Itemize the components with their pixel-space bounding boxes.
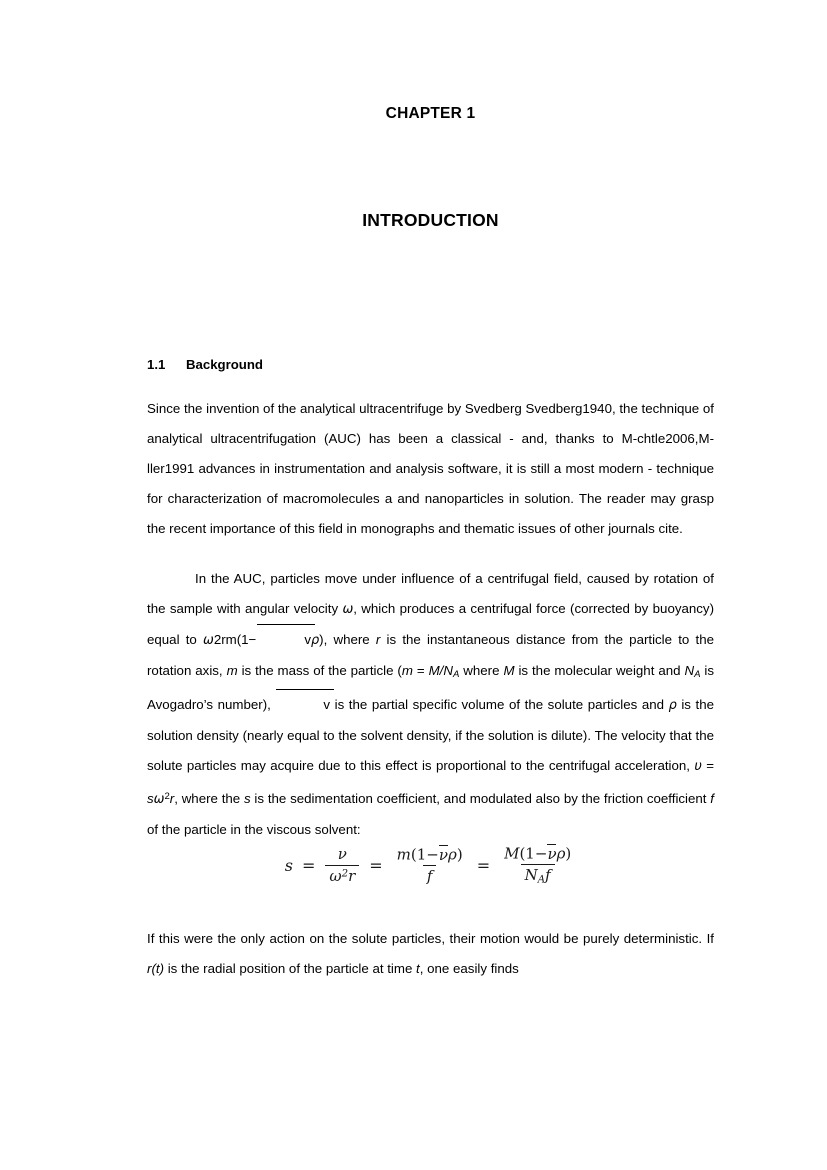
text-run: , where the [174, 791, 244, 807]
numerator [500, 845, 575, 864]
text-run: In the AUC, particles move under influence of a centrifugal field, caused by rotation of the sample with angular velocity [147, 571, 714, 617]
text-run: where [459, 663, 504, 679]
variable-N: N [524, 866, 538, 885]
text-run: 2rm(1− [213, 632, 257, 648]
variable-N: N [684, 663, 695, 679]
v-bar-symbol: v [256, 625, 311, 655]
omega-symbol: ω [329, 866, 342, 885]
rho-symbol: ρ [310, 633, 320, 649]
section-name: Background [186, 357, 263, 372]
v-bar-symbol: v [275, 690, 330, 720]
variable-M: M [428, 663, 440, 679]
page-title: INTRODUCTION [362, 210, 499, 230]
variable-m: m [401, 663, 413, 679]
variable-f: f [426, 867, 433, 886]
rho-symbol: ρ [556, 844, 566, 863]
open-paren-one: (1 [410, 845, 427, 864]
variable-t: t [155, 961, 160, 977]
variable-N: N [443, 663, 453, 679]
chapter-label: CHAPTER 1 [385, 105, 476, 122]
variable-m: m [396, 845, 411, 864]
exponent-2: 2 [341, 868, 349, 880]
subscript-A: A [452, 669, 460, 681]
numerator [393, 846, 467, 865]
open-paren: ( [151, 961, 156, 977]
exponent-2: 2 [164, 791, 170, 803]
text-run: is Avogadro’s number), [147, 663, 714, 713]
close-paren: ) [159, 961, 165, 977]
text-run: , which produces a centrifugal force (corrected by buoyancy) equal to [147, 601, 714, 648]
text-run: ), where [319, 632, 376, 648]
close-paren: ) [456, 845, 463, 864]
open-paren-one: (1 [519, 844, 535, 863]
text-run: is the instantaneous distance from the particle to the rotation axis, [147, 632, 714, 679]
section-number: 1.1 [147, 357, 166, 372]
variable-s: s [147, 791, 154, 807]
text-run: = [412, 663, 429, 679]
denominator [325, 865, 359, 886]
fraction-m-term-over-f [393, 846, 467, 886]
equals-sign: = [369, 856, 383, 876]
text-run: is the solution density (nearly equal to the solvent density, if the solution is dilute). The velocity that the solute particles may acquire due to this effect is proportional to the centrifugal acceleration, [147, 697, 714, 774]
variable-r: r [147, 961, 152, 977]
nu-symbol: ν [337, 845, 347, 864]
variable-M: M [504, 844, 520, 863]
text-run: is the sedimentation coefficient, and modulated also by the friction coefficient [250, 791, 711, 807]
text-run: is the radial position of the particle at time [164, 961, 417, 977]
denominator [423, 865, 437, 886]
variable-m: m [226, 663, 238, 679]
upsilon-symbol: υ [694, 759, 702, 775]
text-run: is the molecular weight and [514, 663, 685, 679]
variable-r: r [375, 632, 381, 648]
close-paren: ) [565, 844, 572, 863]
numerator [334, 846, 351, 865]
equation-row [285, 845, 577, 887]
variable-r: r [348, 866, 356, 885]
denominator [521, 864, 555, 887]
equals-sign: = [476, 856, 491, 876]
paragraph-auc-forces [147, 564, 714, 845]
section-heading [147, 357, 714, 372]
variable-t: t [416, 961, 420, 977]
slash-symbol: / [439, 663, 444, 679]
text-run: = [701, 758, 714, 774]
fraction-M-term-over-NAf [500, 845, 575, 887]
text-run: If this were the only action on the solute particles, their motion would be purely deterministic. If [147, 931, 714, 947]
text-run: of the particle in the viscous solvent: [147, 822, 361, 838]
nu-bar-symbol: ν [438, 845, 448, 864]
text-run: is the partial specific volume of the solute particles and [330, 697, 669, 713]
subscript-A: A [694, 669, 701, 681]
rho-symbol: ρ [448, 845, 457, 864]
omega-symbol: ω [342, 602, 354, 618]
fraction-nu-over-omega2r [325, 846, 359, 885]
variable-r: r [169, 791, 175, 807]
variable-f: f [545, 866, 551, 885]
paragraph-text: Since the invention of the analytical ultracentrifuge by Svedberg Svedberg1940, the technique of analytical ultracentrifugation (AUC) has been a classical - and, thanks to M-chtle2006,M-ller1991 advances in instrumentation and analysis software, it is still a most modern - technique for characterization of macromolecules a and nanoparticles in solution. The reader may grasp the recent importance of this field in monographs and thematic issues of other journals cite. [147, 401, 714, 537]
paragraph-deterministic-motion [147, 924, 714, 984]
paragraph-background [147, 394, 714, 544]
equals-sign: = [301, 856, 316, 876]
text-run: is the mass of the particle ( [237, 663, 402, 679]
nu-bar-symbol: ν [547, 844, 557, 863]
minus-sign: − [426, 845, 439, 864]
rho-symbol: ρ [668, 698, 677, 714]
text-run: , one easily finds [419, 961, 519, 977]
equation-lhs-s: s [284, 856, 293, 876]
omega-symbol: ω [153, 792, 165, 808]
display-equation-sedimentation-coefficient [147, 845, 714, 887]
omega-symbol: ω [203, 633, 214, 649]
subscript-A: A [537, 874, 546, 886]
variable-M: M [503, 663, 515, 679]
variable-s: s [243, 791, 251, 807]
variable-f: f [710, 791, 714, 807]
minus-sign: − [534, 844, 548, 863]
